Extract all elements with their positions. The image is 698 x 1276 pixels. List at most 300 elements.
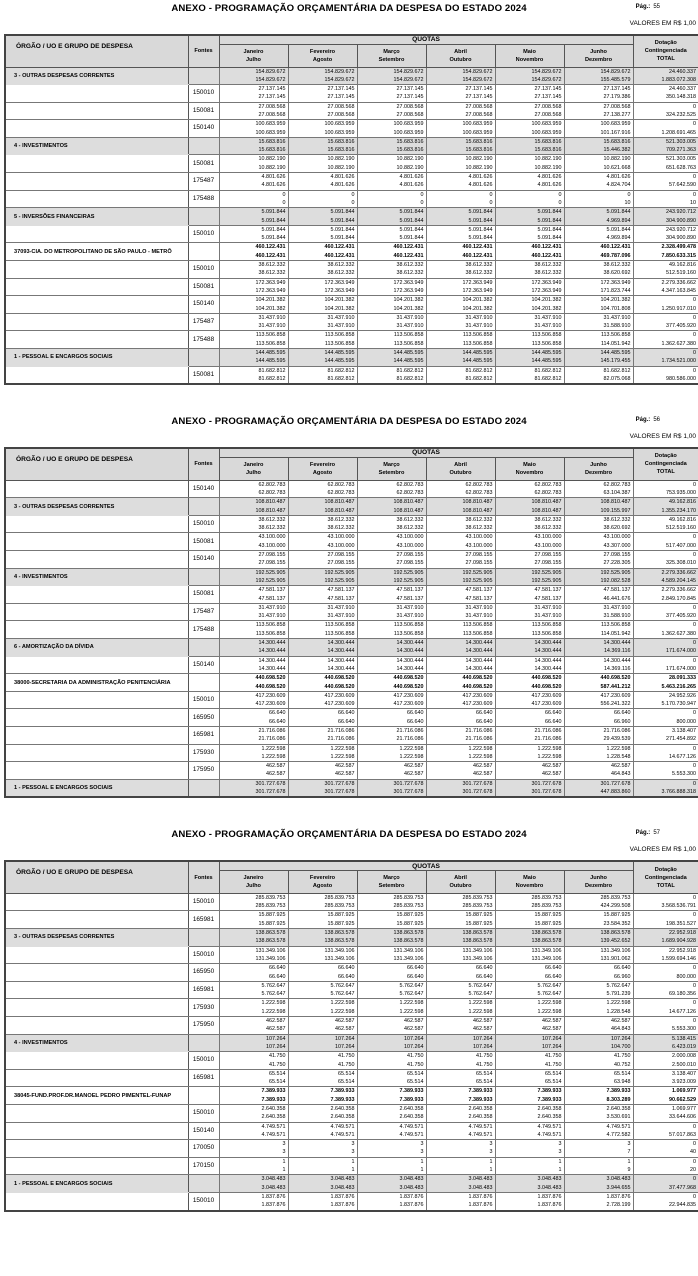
quota-first-semester: 100.683.959 bbox=[324, 121, 355, 128]
quota-cell bbox=[564, 1105, 633, 1123]
quota-second-semester: 10 bbox=[624, 199, 631, 206]
quota-cell bbox=[564, 1087, 633, 1105]
quota-first-semester: 3 bbox=[558, 1141, 562, 1148]
quota-cell bbox=[219, 639, 288, 657]
fonte-code bbox=[188, 674, 219, 692]
fonte-code bbox=[188, 208, 219, 226]
quota-second-semester: 3.048.483 bbox=[468, 1184, 493, 1191]
funding-source-row bbox=[5, 331, 698, 349]
dotacao-contingenciada: 0 bbox=[693, 640, 697, 647]
quota-first-semester: 1.222.598 bbox=[399, 1000, 424, 1007]
quota-cell bbox=[288, 480, 357, 498]
quota-second-semester: 464.843 bbox=[611, 771, 631, 778]
quota-first-semester: 27.098.155 bbox=[534, 552, 562, 559]
quota-first-semester: 27.008.568 bbox=[465, 103, 493, 110]
fonte-code: 175488 bbox=[188, 621, 219, 639]
quota-cell bbox=[564, 331, 633, 349]
quota-second-semester: 113.506.858 bbox=[462, 340, 493, 347]
total-value: 651.628.763 bbox=[666, 164, 697, 171]
quota-second-semester: 4.749.571 bbox=[261, 1131, 286, 1138]
quota-cell bbox=[357, 1052, 426, 1070]
quota-second-semester: 27.098.155 bbox=[534, 560, 562, 567]
total-value: 4.347.163.845 bbox=[661, 287, 697, 294]
quota-first-semester: 27.137.145 bbox=[396, 86, 424, 93]
quota-cell bbox=[288, 1052, 357, 1070]
quota-first-semester: 417.230.609 bbox=[393, 692, 424, 699]
dotacao-contingenciada: 0 bbox=[693, 121, 697, 128]
quota-cell bbox=[426, 709, 495, 727]
quota-second-semester: 1.837.876 bbox=[261, 1202, 286, 1209]
funding-source-row bbox=[5, 893, 698, 911]
dotacao-contingenciada: 0 bbox=[693, 1000, 697, 1007]
quota-cell bbox=[288, 313, 357, 331]
quota-cell bbox=[426, 331, 495, 349]
quota-first-semester: 2.640.358 bbox=[606, 1106, 631, 1112]
fonte-code: 150140 bbox=[188, 296, 219, 314]
quota-first-semester: 113.506.858 bbox=[531, 622, 562, 629]
quota-first-semester: 66.640 bbox=[545, 710, 562, 717]
expense-group-row bbox=[5, 67, 698, 85]
quota-first-semester: 107.264 bbox=[266, 1035, 286, 1042]
funding-source-row bbox=[5, 1052, 698, 1070]
quota-first-semester: 47.581.137 bbox=[258, 587, 286, 594]
quota-cell bbox=[219, 208, 288, 226]
dotacao-contingenciada: 0 bbox=[693, 1193, 697, 1200]
quota-second-semester: 0 bbox=[489, 199, 493, 206]
quota-first-semester: 3 bbox=[489, 1141, 493, 1148]
quota-cell bbox=[357, 349, 426, 367]
quota-first-semester: 131.349.106 bbox=[462, 947, 493, 954]
expense-group-row bbox=[5, 929, 698, 947]
quota-first-semester: 27.098.155 bbox=[396, 552, 424, 559]
quota-first-semester: 62.802.783 bbox=[327, 481, 355, 488]
quota-cell bbox=[426, 999, 495, 1017]
quota-second-semester: 285.839.753 bbox=[393, 903, 424, 910]
quota-first-semester: 5.091.844 bbox=[468, 209, 493, 216]
quota-first-semester: 15.887.925 bbox=[327, 912, 355, 919]
quota-second-semester: 29.439.539 bbox=[603, 736, 631, 743]
total-value: 1.599.694.146 bbox=[661, 955, 697, 962]
quota-second-semester: 38.612.332 bbox=[258, 270, 286, 277]
quota-first-semester: 1.222.598 bbox=[537, 745, 562, 752]
quota-cell bbox=[357, 1122, 426, 1140]
row-label bbox=[5, 1140, 188, 1158]
quota-second-semester: 5.091.844 bbox=[468, 235, 493, 242]
funding-source-row bbox=[5, 1192, 698, 1210]
quota-first-semester: 15.683.816 bbox=[258, 138, 286, 145]
quota-first-semester: 301.727.678 bbox=[393, 780, 424, 787]
quota-second-semester: 440.698.520 bbox=[531, 683, 562, 690]
quota-second-semester: 27.137.145 bbox=[534, 94, 562, 101]
quota-second-semester: 27.008.568 bbox=[258, 111, 286, 118]
quota-second-semester: 41.750 bbox=[407, 1061, 424, 1068]
quota-cell bbox=[357, 1034, 426, 1052]
budget-table bbox=[4, 447, 698, 798]
quota-first-semester: 154.829.672 bbox=[531, 68, 562, 75]
quota-first-semester: 440.698.520 bbox=[600, 675, 631, 682]
quota-cell bbox=[288, 1034, 357, 1052]
quota-cell bbox=[495, 85, 564, 103]
fonte-code bbox=[188, 137, 219, 155]
column-header-org: ÓRGÃO / UO E GRUPO DE DESPESA bbox=[5, 861, 188, 893]
quota-first-semester: 27.098.155 bbox=[327, 552, 355, 559]
quota-cell bbox=[495, 674, 564, 692]
dotacao-contingenciada: 0 bbox=[693, 982, 697, 989]
quota-second-semester: 5.762.647 bbox=[468, 991, 493, 998]
total-cell bbox=[633, 366, 698, 384]
column-header-month: Maio Novembro bbox=[495, 44, 564, 67]
dotacao-contingenciada: 0 bbox=[693, 1141, 697, 1148]
quota-cell bbox=[219, 999, 288, 1017]
funding-source-row bbox=[5, 964, 698, 982]
quota-second-semester: 38.612.332 bbox=[465, 270, 493, 277]
fonte-code: 150010 bbox=[188, 1192, 219, 1210]
quota-first-semester: 15.683.816 bbox=[327, 138, 355, 145]
column-header-month: Junho Dezembro bbox=[564, 870, 633, 893]
quota-cell bbox=[495, 551, 564, 569]
quota-first-semester: 100.683.959 bbox=[462, 121, 493, 128]
quota-first-semester: 15.887.925 bbox=[534, 912, 562, 919]
quota-first-semester: 14.300.444 bbox=[396, 657, 424, 664]
quota-cell bbox=[564, 779, 633, 797]
quota-first-semester: 66.640 bbox=[338, 965, 355, 972]
row-label: 1 - PESSOAL E ENCARGOS SOCIAIS bbox=[5, 1175, 188, 1193]
fonte-code bbox=[188, 67, 219, 85]
total-cell bbox=[633, 278, 698, 296]
quota-first-semester: 15.887.925 bbox=[603, 912, 631, 919]
quota-second-semester: 38.612.332 bbox=[327, 525, 355, 532]
quota-first-semester: 0 bbox=[420, 191, 424, 198]
quota-cell bbox=[288, 261, 357, 279]
quota-second-semester: 113.506.858 bbox=[393, 340, 424, 347]
quota-second-semester: 14.300.444 bbox=[258, 665, 286, 672]
quota-first-semester: 5.091.844 bbox=[468, 226, 493, 233]
quota-second-semester: 81.682.812 bbox=[534, 375, 562, 382]
dotacao-contingenciada: 0 bbox=[693, 552, 697, 559]
quota-first-semester: 65.514 bbox=[269, 1070, 286, 1077]
quota-cell bbox=[495, 225, 564, 243]
quota-second-semester: 107.264 bbox=[542, 1043, 562, 1050]
dotacao-contingenciada: 0 bbox=[693, 1158, 697, 1165]
funding-source-row bbox=[5, 709, 698, 727]
quota-second-semester: 43.307.000 bbox=[603, 542, 631, 549]
quota-cell bbox=[357, 744, 426, 762]
quota-cell bbox=[288, 603, 357, 621]
quota-cell bbox=[219, 1105, 288, 1123]
total-cell bbox=[633, 1192, 698, 1210]
total-value: 57.642.590 bbox=[669, 182, 697, 189]
quota-cell bbox=[495, 278, 564, 296]
quota-cell bbox=[357, 911, 426, 929]
quota-first-semester: 100.683.959 bbox=[393, 121, 424, 128]
quota-cell bbox=[495, 946, 564, 964]
quota-second-semester: 172.363.949 bbox=[531, 287, 562, 294]
quota-first-semester: 10.882.190 bbox=[327, 156, 355, 163]
quota-first-semester: 7.389.933 bbox=[261, 1088, 286, 1095]
quota-first-semester: 27.098.155 bbox=[258, 552, 286, 559]
quota-cell bbox=[426, 762, 495, 780]
quota-first-semester: 113.506.858 bbox=[531, 332, 562, 339]
quota-first-semester: 4.749.571 bbox=[468, 1123, 493, 1130]
quota-first-semester: 38.612.332 bbox=[327, 516, 355, 523]
quota-first-semester: 5.091.844 bbox=[606, 226, 631, 233]
quota-cell bbox=[357, 586, 426, 604]
dotacao-contingenciada: 3.138.407 bbox=[672, 728, 697, 734]
quota-cell bbox=[564, 498, 633, 516]
quota-second-semester: 23.584.352 bbox=[603, 920, 631, 927]
quota-first-semester: 47.581.137 bbox=[396, 587, 424, 594]
quota-second-semester: 4.749.571 bbox=[537, 1131, 562, 1138]
quota-cell bbox=[357, 1192, 426, 1210]
quota-first-semester: 462.587 bbox=[404, 763, 424, 770]
quota-second-semester: 38.620.692 bbox=[603, 270, 631, 277]
total-value: 980.586.000 bbox=[666, 375, 697, 382]
quota-second-semester: 417.230.609 bbox=[255, 701, 286, 708]
quota-second-semester: 31.437.910 bbox=[327, 323, 355, 330]
quota-second-semester: 14.369.116 bbox=[603, 665, 631, 672]
quota-cell bbox=[357, 964, 426, 982]
quota-second-semester: 14.300.444 bbox=[258, 648, 286, 655]
quota-second-semester: 104.201.382 bbox=[255, 305, 286, 312]
quota-second-semester: 5.091.844 bbox=[261, 235, 286, 242]
quota-second-semester: 285.839.753 bbox=[255, 903, 286, 910]
quota-second-semester: 14.300.444 bbox=[465, 665, 493, 672]
funding-source-row bbox=[5, 515, 698, 533]
quota-first-semester: 3 bbox=[351, 1141, 355, 1148]
quota-cell bbox=[426, 1052, 495, 1070]
quota-second-semester: 100.683.959 bbox=[462, 129, 493, 136]
quota-cell bbox=[426, 515, 495, 533]
fonte-code bbox=[188, 1087, 219, 1105]
quota-cell bbox=[288, 893, 357, 911]
quota-first-semester: 62.802.783 bbox=[603, 481, 631, 488]
dotacao-contingenciada: 22.952.918 bbox=[669, 930, 697, 937]
quota-first-semester: 4.749.571 bbox=[399, 1123, 424, 1130]
quota-second-semester: 424.299.508 bbox=[600, 903, 631, 910]
quota-first-semester: 38.612.332 bbox=[327, 262, 355, 269]
quota-second-semester: 4.969.894 bbox=[606, 217, 631, 224]
row-label bbox=[5, 893, 188, 911]
quota-first-semester: 65.514 bbox=[545, 1070, 562, 1077]
quota-second-semester: 43.100.000 bbox=[396, 542, 424, 549]
total-value: 800.000 bbox=[676, 973, 697, 980]
quota-second-semester: 62.802.783 bbox=[534, 489, 562, 496]
total-cell bbox=[633, 480, 698, 498]
quota-cell bbox=[426, 102, 495, 120]
quota-cell bbox=[219, 1087, 288, 1105]
total-cell bbox=[633, 225, 698, 243]
quota-cell bbox=[495, 656, 564, 674]
funding-source-row bbox=[5, 621, 698, 639]
quota-first-semester: 14.300.444 bbox=[465, 657, 493, 664]
quota-first-semester: 113.506.858 bbox=[462, 332, 493, 339]
quota-second-semester: 2.640.358 bbox=[537, 1114, 562, 1121]
total-cell bbox=[633, 102, 698, 120]
quota-second-semester: 144.485.595 bbox=[531, 358, 562, 365]
quota-cell bbox=[426, 137, 495, 155]
quota-second-semester: 10.882.190 bbox=[258, 164, 286, 171]
quota-first-semester: 27.137.145 bbox=[258, 86, 286, 93]
quota-cell bbox=[357, 603, 426, 621]
quota-cell bbox=[357, 190, 426, 208]
dotacao-contingenciada: 1.069.977 bbox=[672, 1088, 697, 1095]
quota-first-semester: 107.264 bbox=[542, 1035, 562, 1042]
fonte-code: 150010 bbox=[188, 261, 219, 279]
quota-second-semester: 0 bbox=[282, 199, 286, 206]
quota-cell bbox=[219, 137, 288, 155]
quota-first-semester: 1.837.876 bbox=[537, 1193, 562, 1200]
row-label bbox=[5, 366, 188, 384]
quota-second-semester: 10.882.190 bbox=[465, 164, 493, 171]
total-value: 350.148.318 bbox=[666, 94, 697, 101]
quota-first-semester: 1 bbox=[558, 1158, 562, 1165]
quota-first-semester: 417.230.609 bbox=[462, 692, 493, 699]
quota-first-semester: 43.100.000 bbox=[534, 534, 562, 541]
quota-first-semester: 21.716.086 bbox=[534, 728, 562, 734]
quota-cell bbox=[426, 929, 495, 947]
quota-cell bbox=[495, 1175, 564, 1193]
column-header-month: Fevereiro Agosto bbox=[288, 870, 357, 893]
page-number-value: 57 bbox=[653, 830, 660, 837]
quota-first-semester: 27.137.145 bbox=[465, 86, 493, 93]
quota-second-semester: 2.728.199 bbox=[606, 1202, 631, 1209]
quota-cell bbox=[495, 155, 564, 173]
quota-first-semester: 27.098.155 bbox=[603, 552, 631, 559]
quota-second-semester: 460.122.431 bbox=[255, 252, 286, 259]
quota-first-semester: 31.437.910 bbox=[534, 314, 562, 321]
quota-second-semester: 104.201.382 bbox=[393, 305, 424, 312]
quota-cell bbox=[564, 1175, 633, 1193]
quota-second-semester: 1 bbox=[489, 1167, 493, 1174]
quota-cell bbox=[219, 603, 288, 621]
quota-cell bbox=[357, 779, 426, 797]
quota-first-semester: 144.485.595 bbox=[393, 350, 424, 356]
row-label bbox=[5, 911, 188, 929]
fonte-code: 175930 bbox=[188, 744, 219, 762]
quota-second-semester: 104.201.382 bbox=[462, 305, 493, 312]
quota-first-semester: 460.122.431 bbox=[324, 244, 355, 251]
quota-first-semester: 138.863.578 bbox=[255, 930, 286, 937]
quota-cell bbox=[564, 366, 633, 384]
quota-second-semester: 27.137.145 bbox=[396, 94, 424, 101]
quota-second-semester: 27.008.568 bbox=[327, 111, 355, 118]
quota-cell bbox=[219, 911, 288, 929]
dotacao-contingenciada: 2.328.499.478 bbox=[661, 244, 697, 251]
quota-first-semester: 62.802.783 bbox=[534, 481, 562, 488]
row-label bbox=[5, 296, 188, 314]
budget-unit-row bbox=[5, 243, 698, 261]
quota-first-semester: 38.612.332 bbox=[534, 516, 562, 523]
quota-cell bbox=[564, 964, 633, 982]
quota-cell bbox=[288, 964, 357, 982]
quota-cell bbox=[426, 893, 495, 911]
quota-second-semester: 66.640 bbox=[407, 973, 424, 980]
quota-cell bbox=[219, 67, 288, 85]
quota-second-semester: 43.100.000 bbox=[534, 542, 562, 549]
quota-first-semester: 66.640 bbox=[476, 710, 493, 717]
dotacao-contingenciada: 2.279.336.662 bbox=[661, 279, 697, 286]
quota-cell bbox=[564, 173, 633, 191]
quota-second-semester: 3 bbox=[282, 1149, 286, 1156]
quota-cell bbox=[564, 137, 633, 155]
dotacao-contingenciada: 0 bbox=[693, 965, 697, 972]
quota-second-semester: 172.363.949 bbox=[462, 287, 493, 294]
total-value: 512.519.160 bbox=[666, 525, 697, 532]
quota-cell bbox=[564, 568, 633, 586]
column-header-month: Março Setembro bbox=[357, 457, 426, 480]
quota-second-semester: 62.802.783 bbox=[465, 489, 493, 496]
quota-cell bbox=[357, 278, 426, 296]
quota-first-semester: 3.048.483 bbox=[606, 1176, 631, 1183]
quota-second-semester: 113.506.858 bbox=[255, 630, 286, 637]
quota-first-semester: 440.698.520 bbox=[462, 675, 493, 682]
quota-second-semester: 101.167.916 bbox=[600, 129, 631, 136]
quota-first-semester: 100.683.959 bbox=[531, 121, 562, 128]
quota-first-semester: 285.839.753 bbox=[531, 894, 562, 901]
quota-second-semester: 5.091.844 bbox=[330, 217, 355, 224]
quota-second-semester: 31.437.910 bbox=[327, 613, 355, 620]
row-label bbox=[5, 656, 188, 674]
quota-second-semester: 65.514 bbox=[545, 1079, 562, 1086]
quota-first-semester: 1.222.598 bbox=[606, 745, 631, 752]
quota-second-semester: 138.863.578 bbox=[393, 938, 424, 945]
quota-cell bbox=[219, 331, 288, 349]
row-label bbox=[5, 102, 188, 120]
quota-cell bbox=[564, 639, 633, 657]
quota-first-semester: 14.300.444 bbox=[534, 640, 562, 647]
funding-source-row bbox=[5, 313, 698, 331]
quota-cell bbox=[357, 155, 426, 173]
total-value: 37.477.968 bbox=[669, 1184, 697, 1191]
quota-second-semester: 5.091.844 bbox=[399, 235, 424, 242]
quota-second-semester: 108.810.487 bbox=[255, 507, 286, 514]
quota-cell bbox=[219, 727, 288, 745]
quota-cell bbox=[357, 67, 426, 85]
quota-second-semester: 104.700 bbox=[611, 1043, 631, 1050]
funding-source-row bbox=[5, 102, 698, 120]
quota-second-semester: 5.762.647 bbox=[399, 991, 424, 998]
quota-cell bbox=[426, 603, 495, 621]
quota-second-semester: 154.829.672 bbox=[393, 76, 424, 83]
quota-first-semester: 5.762.647 bbox=[261, 982, 286, 989]
quota-second-semester: 460.122.431 bbox=[531, 252, 562, 259]
quota-first-semester: 192.525.905 bbox=[324, 569, 355, 576]
total-value: 6.423.019 bbox=[672, 1043, 697, 1050]
quota-first-semester: 154.829.672 bbox=[393, 68, 424, 75]
quota-first-semester: 0 bbox=[282, 191, 286, 198]
quota-cell bbox=[426, 120, 495, 138]
quota-first-semester: 4.801.626 bbox=[468, 174, 493, 181]
quota-second-semester: 462.587 bbox=[266, 771, 286, 778]
dotacao-contingenciada: 0 bbox=[693, 191, 697, 198]
row-label bbox=[5, 727, 188, 745]
quota-cell bbox=[495, 762, 564, 780]
quota-cell bbox=[426, 691, 495, 709]
quota-first-semester: 62.802.783 bbox=[258, 481, 286, 488]
quota-cell bbox=[288, 727, 357, 745]
quota-second-semester: 104.701.808 bbox=[600, 305, 631, 312]
quota-second-semester: 108.810.487 bbox=[462, 507, 493, 514]
quota-second-semester: 27.138.277 bbox=[603, 111, 631, 118]
quota-first-semester: 38.612.332 bbox=[603, 516, 631, 523]
quota-first-semester: 3.048.483 bbox=[468, 1176, 493, 1183]
quota-second-semester: 139.452.652 bbox=[600, 938, 631, 945]
quota-second-semester: 14.300.444 bbox=[396, 648, 424, 655]
total-cell bbox=[633, 999, 698, 1017]
funding-source-row bbox=[5, 120, 698, 138]
quota-second-semester: 1 bbox=[351, 1167, 355, 1174]
quota-second-semester: 460.122.431 bbox=[324, 252, 355, 259]
